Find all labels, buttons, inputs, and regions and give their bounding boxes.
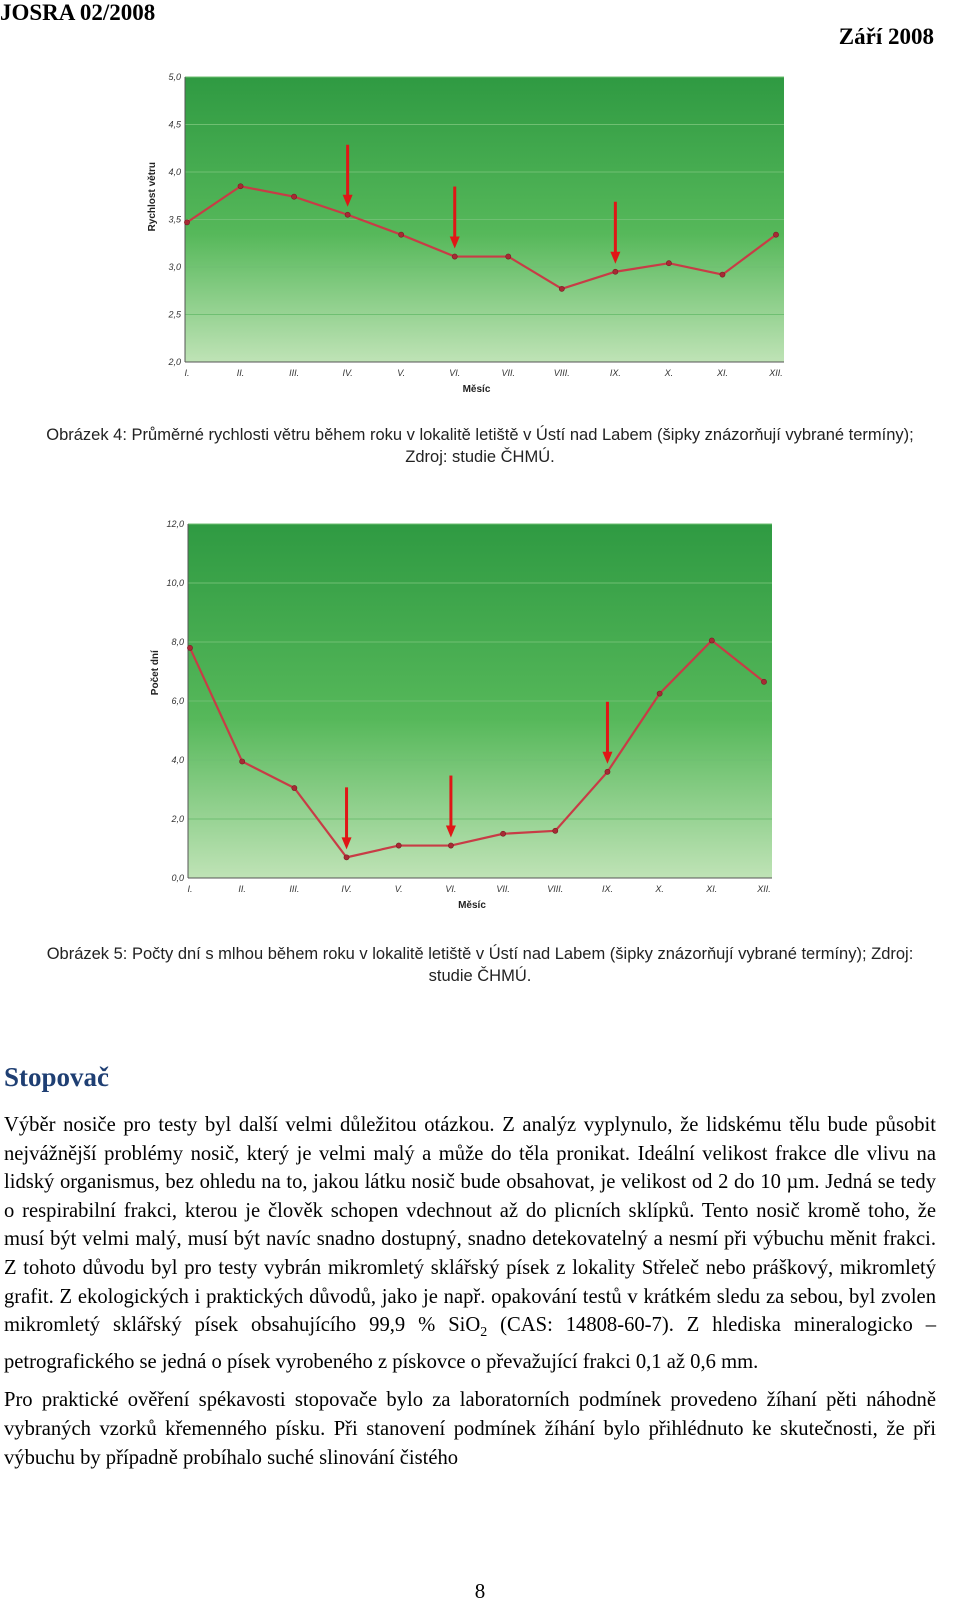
y-axis-title: Počet dní [150, 650, 161, 696]
paragraph-2: Pro praktické ověření spékavosti stopovače bylo za laboratorních podmínek provedeno žíhaní pěti náhodně vybraných vzorků křemenného písku. Při stanovení podmínek žíhání bylo přihlédnuto ke skutečnosti, že při výbuchu by případně probíhalo suché slinování čistého [4, 1389, 936, 1469]
data-point [657, 691, 662, 696]
data-point [709, 638, 714, 643]
y-tick-label: 4,0 [168, 167, 181, 177]
data-point [500, 831, 505, 836]
x-tick-label: V. [394, 884, 403, 894]
y-tick-label: 2,0 [171, 814, 184, 824]
y-tick-label: 12,0 [166, 519, 184, 529]
figure-4-caption [20, 424, 940, 468]
data-point [761, 679, 766, 684]
x-tick-label: I. [187, 884, 193, 894]
paragraph-1: Výběr nosiče pro testy byl další velmi důležitou otázkou. Z analýz vyplynulo, že lidskému tělu bude působit nejvážnější problémy nosič, který je velmi malý a může do těla pronikat. Ideální velikost frakce dle vlivu na lidský organismus, bez ohledu na to, jakou látku nosič bude obsahovat, je velikost od 2 do 10 µm. Jedná se tedy o respirabilní frakci, kterou je člověk schopen vdechnout až do plicních sklípků. Tento nosič kromě toho, že musí být velmi malý, musí být navíc snadno dostupný, snadno detekovatelný a nesmí při výbuchu měnit frakci. Z tohoto důvodu byl pro testy vybrán mikromletý sklářský písek z lokality Střeleč nebo práškový, mikromletý grafit. Z ekologických i praktických důvodů, jako je např. opakování testů v krátkém sledu za sebou, byl zvolen mikromletý sklářský písek obsahujícího 99,9 % SiO$_2$ (CAS: 14808-60-7). Z hlediska mineralogicko – petrografického se jedná o písek vyrobeného z pískovce o převažující frakci 0,1 až 0,6 mm. [4, 1114, 936, 1373]
y-tick-label: 2,5 [168, 309, 181, 320]
y-tick-label: 5,0 [168, 72, 181, 82]
x-tick-label: XII. [769, 368, 783, 378]
issue-date: Září 2008 [838, 24, 934, 49]
data-point [187, 645, 192, 650]
y-tick-label: 2,0 [168, 357, 181, 367]
y-tick-label: 3,5 [168, 214, 181, 225]
y-tick-label: 4,5 [168, 119, 181, 130]
x-tick-label: III. [289, 368, 300, 378]
x-tick-label: XI. [716, 368, 728, 378]
x-axis-title: Měsíc [462, 384, 491, 395]
data-point [605, 769, 610, 774]
journal-issue: JOSRA 02/2008 [0, 0, 156, 25]
data-point [559, 286, 564, 291]
data-point [344, 855, 349, 860]
x-tick-label: IV. [342, 368, 353, 378]
x-tick-label: II. [238, 884, 246, 894]
data-point [291, 194, 296, 199]
x-tick-label: VI. [445, 884, 457, 894]
fog-days-chart [0, 512, 960, 922]
figure-5-caption-line1: Obrázek 5: Počty dní s mlhou během roku v lokalitě letiště v Ústí nad Labem (šipky znázorňují vybrané termíny); Zdroj: [46, 945, 914, 963]
x-tick-label: VI. [449, 368, 461, 378]
x-tick-label: VII. [496, 884, 510, 894]
y-tick-label: 3,0 [168, 262, 181, 272]
data-point [399, 232, 404, 237]
y-tick-label: 0,0 [171, 873, 184, 883]
data-point [396, 843, 401, 848]
data-point [773, 232, 778, 237]
x-tick-label: VIII. [547, 884, 564, 894]
figure-5-caption-line2: studie ČHMÚ. [428, 967, 532, 985]
data-point [553, 828, 558, 833]
x-axis-title: Měsíc [458, 900, 486, 911]
y-tick-label: 8,0 [171, 637, 184, 647]
wind-speed-chart [0, 62, 960, 402]
x-tick-label: XII. [757, 884, 771, 894]
y-axis-title: Rychlost větru [147, 161, 158, 232]
data-point [613, 269, 618, 274]
data-point [345, 212, 350, 217]
y-tick-label: 10,0 [166, 578, 184, 588]
page-number: 8 [474, 1579, 486, 1603]
data-point [666, 261, 671, 266]
section-heading: Stopovač [4, 1062, 110, 1092]
data-point [720, 272, 725, 277]
x-tick-label: VIII. [553, 368, 570, 378]
x-tick-label: XI. [706, 884, 718, 894]
x-tick-label: III. [289, 884, 300, 894]
x-tick-label: V. [397, 368, 406, 378]
y-tick-label: 6,0 [171, 696, 184, 706]
x-tick-label: VII. [501, 368, 516, 378]
data-point [238, 184, 243, 189]
figure-5-caption [20, 943, 940, 987]
x-tick-label: I. [184, 368, 190, 378]
data-point [292, 785, 297, 790]
figure-4-caption-line1: Obrázek 4: Průměrné rychlosti větru během roku v lokalitě letiště v Ústí nad Labem (šipky znázorňují vybrané termíny); [46, 426, 914, 444]
data-point [452, 254, 457, 259]
x-tick-label: II. [236, 368, 245, 378]
x-tick-label: IX. [609, 368, 621, 378]
data-point [184, 220, 189, 225]
figure-4-caption-line2: Zdroj: studie ČHMÚ. [405, 448, 555, 466]
y-tick-label: 4,0 [171, 755, 184, 765]
data-point [448, 843, 453, 848]
x-tick-label: X. [664, 368, 674, 378]
section-body [4, 1111, 936, 1472]
x-tick-label: X. [655, 884, 664, 894]
data-point [506, 254, 511, 259]
x-tick-label: IX. [601, 884, 613, 894]
data-point [240, 759, 245, 764]
x-tick-label: IV. [341, 884, 352, 894]
